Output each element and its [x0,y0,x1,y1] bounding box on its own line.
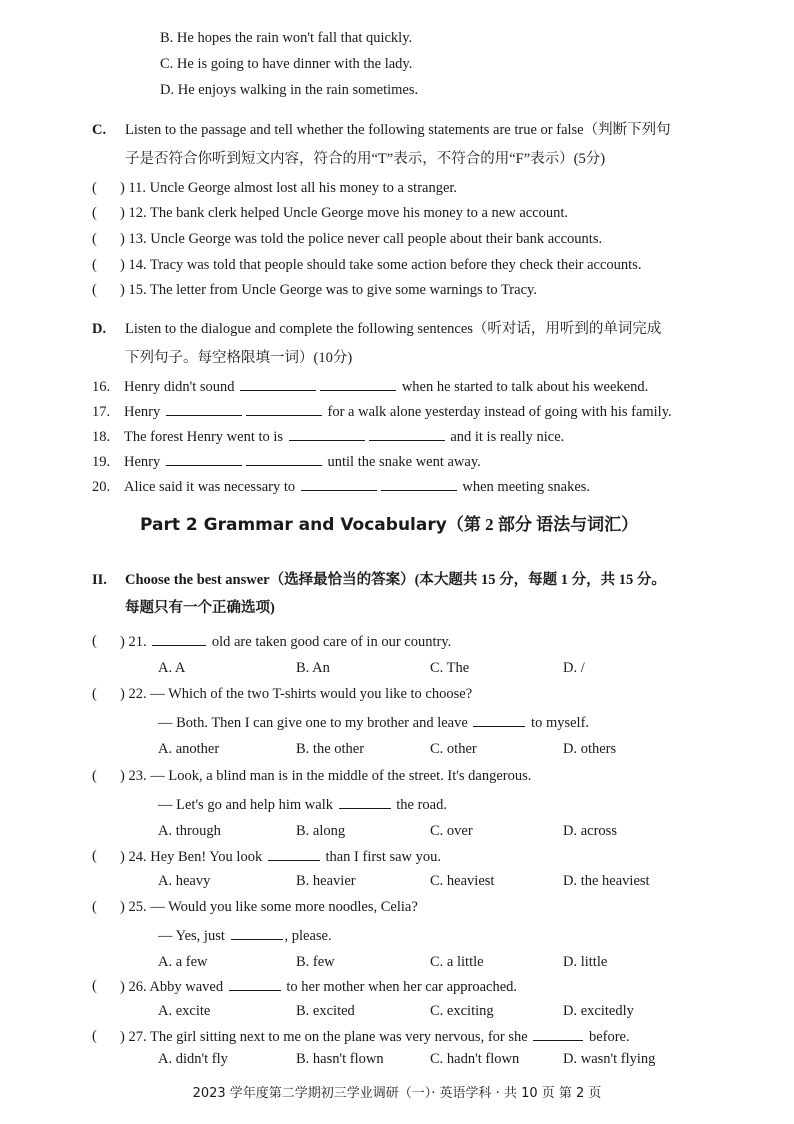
fill-item: 16. Henry didn't sound when he started to talk about his weekend. [92,379,649,395]
option-d[interactable]: D. / [563,660,585,676]
option-b[interactable]: B. heavier [296,873,356,889]
statement-item: ) 14. Tracy was told that people should take some action before they check their accounts. [120,257,642,273]
answer-blank[interactable] [246,452,322,466]
option-b[interactable]: B. hasn't flown [296,1051,384,1067]
answer-paren: ( [92,633,97,649]
option-d[interactable]: D. others [563,741,617,757]
section-c-instruction: Listen to the passage and tell whether the following statements are true or false（判断下列句 [125,122,671,138]
section-d-label: D. [92,321,107,337]
question-stem: ) 23. — Look, a blind man is in the middle of the street. It's dangerous. [120,768,532,784]
section-ii-instruction: 每题只有一个正确选项) [125,600,275,616]
option-c[interactable]: C. heaviest [430,873,495,889]
part-title: Part 2 Grammar and Vocabulary（第 2 部分 语法与词汇） [140,515,639,535]
option-c[interactable]: C. The [430,660,470,676]
statement-item: ) 11. Uncle George almost lost all his money to a stranger. [120,180,458,196]
section-d-instruction: 下列句子。每空格限填一词）(10分) [125,350,353,366]
answer-paren: ( [92,180,97,196]
option-d[interactable]: D. wasn't flying [563,1051,656,1067]
question-stem: ) 24. Hey Ben! You look than I first saw you. [120,849,442,865]
option-b[interactable]: B. few [296,954,335,970]
option-d[interactable]: D. little [563,954,608,970]
answer-paren: ( [92,257,97,273]
statement-item: ) 15. The letter from Uncle George was to give some warnings to Tracy. [120,282,537,298]
answer-blank[interactable] [229,977,281,991]
option-d[interactable]: D. excitedly [563,1003,634,1019]
fill-item: 20. Alice said it was necessary to when meeting snakes. [92,479,591,495]
option-line: C. He is going to have dinner with the lady. [160,56,413,72]
question-stem: ) 27. The girl sitting next to me on the plane was very nervous, for she before. [120,1029,630,1045]
option-a[interactable]: A. a few [158,954,208,970]
answer-blank[interactable] [339,795,391,809]
option-c[interactable]: C. a little [430,954,484,970]
answer-paren: ( [92,848,97,864]
question-stem: ) 26. Abby waved to her mother when her car approached. [120,979,518,995]
option-c[interactable]: C. exciting [430,1003,494,1019]
option-a[interactable]: A. excite [158,1003,211,1019]
section-c-label: C. [92,122,107,138]
answer-blank[interactable] [240,377,316,391]
answer-blank[interactable] [152,632,206,646]
section-c-instruction: 子是否符合你听到短文内容，符合的用“T”表示，不符合的用“F”表示）(5分) [125,151,606,167]
option-b[interactable]: B. excited [296,1003,355,1019]
statement-item: ) 13. Uncle George was told the police never call people about their bank accounts. [120,231,603,247]
answer-paren: ( [92,205,97,221]
answer-paren: ( [92,899,97,915]
option-line: D. He enjoys walking in the rain sometimes. [160,82,419,98]
question-stem: ) 22. — Which of the two T-shirts would you like to choose? [120,686,473,702]
answer-paren: ( [92,978,97,994]
fill-item: 19. Henry until the snake went away. [92,454,481,470]
option-b[interactable]: B. the other [296,741,365,757]
option-a[interactable]: A. another [158,741,220,757]
option-d[interactable]: D. across [563,823,617,839]
option-c[interactable]: C. other [430,741,477,757]
answer-paren: ( [92,686,97,702]
answer-paren: ( [92,768,97,784]
answer-blank[interactable] [166,402,242,416]
page-footer: 2023 学年度第二学期初三学业调研（一）· 英语学科 · 共 10 页 第 2 页 [192,1086,602,1101]
option-b[interactable]: B. along [296,823,346,839]
option-line: B. He hopes the rain won't fall that quickly. [160,30,413,46]
fill-item: 17. Henry for a walk alone yesterday instead of going with his family. [92,404,672,420]
fill-item: 18. The forest Henry went to is and it is really nice. [92,429,565,445]
answer-blank[interactable] [301,477,377,491]
answer-blank[interactable] [320,377,396,391]
answer-blank[interactable] [369,427,445,441]
question-stem: ) 21. old are taken good care of in our country. [120,634,452,650]
section-ii-label: II. [92,572,107,588]
answer-blank[interactable] [268,847,320,861]
answer-blank[interactable] [381,477,457,491]
option-a[interactable]: A. A [158,660,186,676]
answer-blank[interactable] [246,402,322,416]
question-stem: ) 25. — Would you like some more noodles, Celia? [120,899,418,915]
answer-blank[interactable] [289,427,365,441]
answer-blank[interactable] [473,713,525,727]
question-stem: — Yes, just , please. [158,928,332,944]
answer-blank[interactable] [231,926,283,940]
answer-blank[interactable] [166,452,242,466]
option-d[interactable]: D. the heaviest [563,873,650,889]
answer-paren: ( [92,282,97,298]
option-c[interactable]: C. over [430,823,473,839]
answer-paren: ( [92,231,97,247]
answer-blank[interactable] [533,1027,583,1041]
section-d-instruction: Listen to the dialogue and complete the following sentences（听对话，用听到的单词完成 [125,321,662,337]
option-a[interactable]: A. didn't fly [158,1051,228,1067]
option-c[interactable]: C. hadn't flown [430,1051,520,1067]
question-stem: — Both. Then I can give one to my brother and leave to myself. [158,715,590,731]
option-a[interactable]: A. heavy [158,873,211,889]
statement-item: ) 12. The bank clerk helped Uncle George move his money to a new account. [120,205,569,221]
option-a[interactable]: A. through [158,823,221,839]
option-b[interactable]: B. An [296,660,330,676]
answer-paren: ( [92,1028,97,1044]
section-ii-instruction: Choose the best answer（选择最恰当的答案）(本大题共 15 分，每题 1 分，共 15 分。 [125,572,666,588]
question-stem: — Let's go and help him walk the road. [158,797,447,813]
